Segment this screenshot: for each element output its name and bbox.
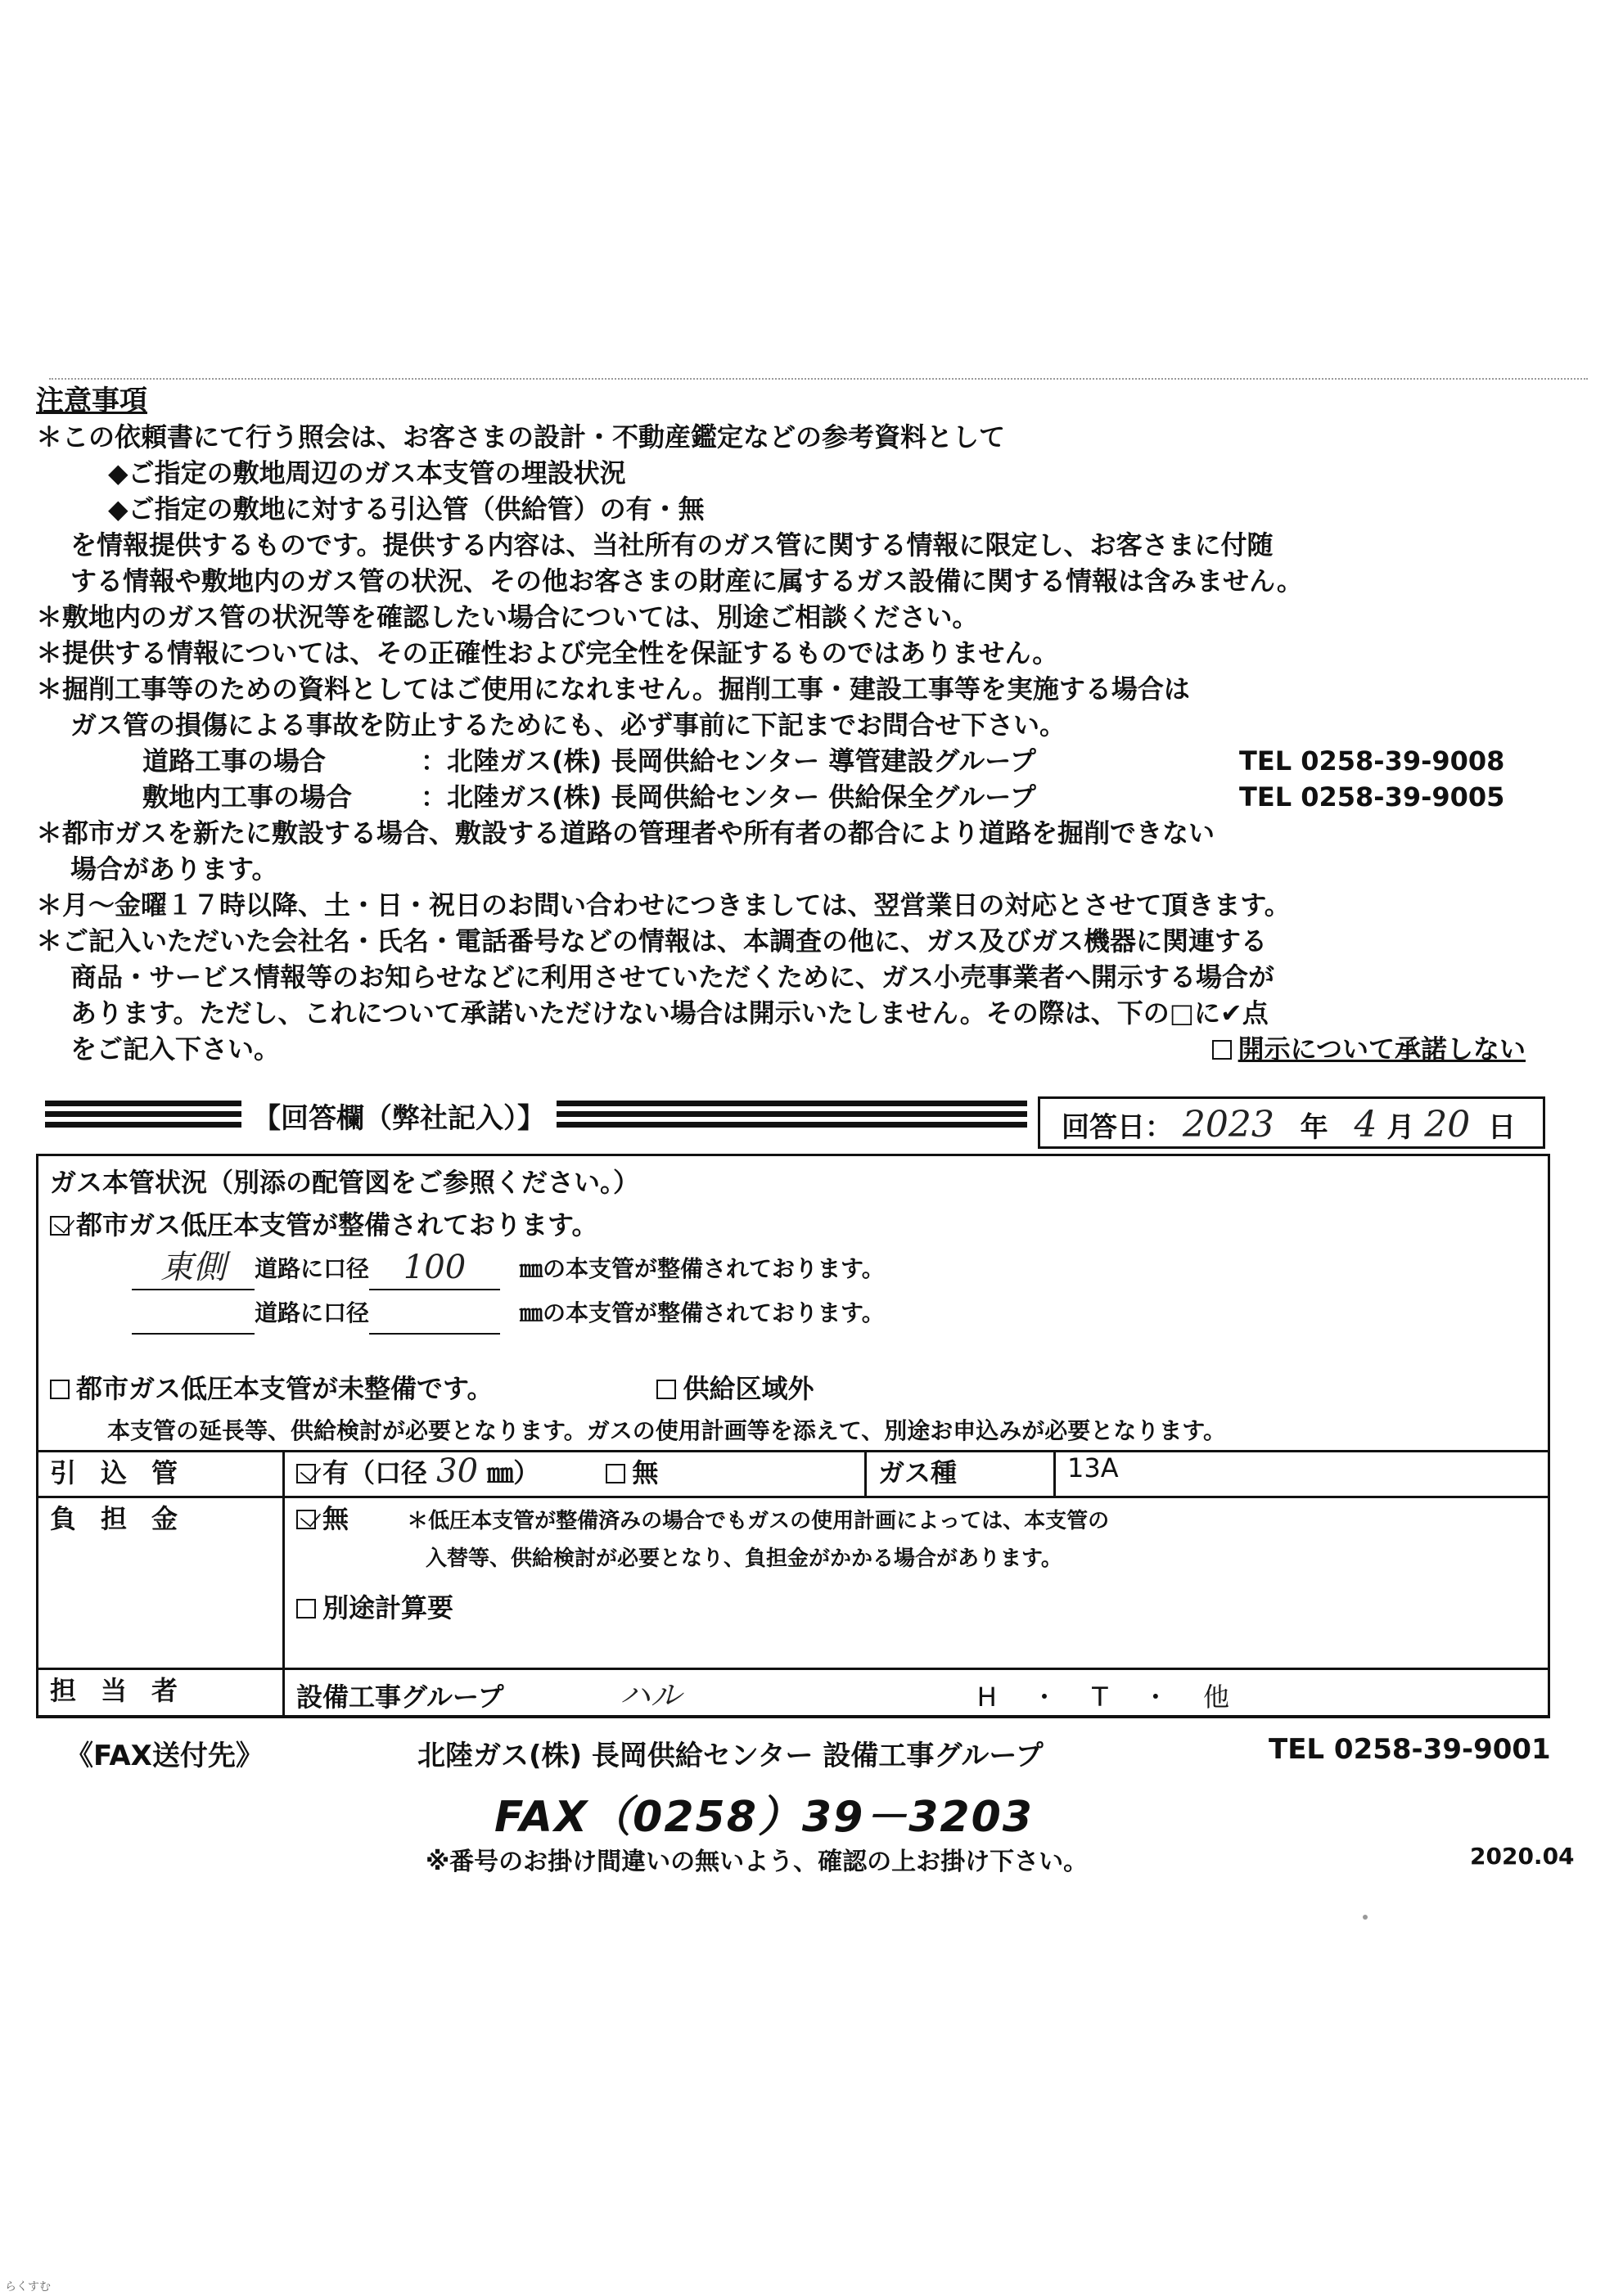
person-signature[interactable]: ハル	[619, 1677, 682, 1713]
answer-grid	[36, 1450, 1550, 1717]
not-installed-row	[50, 1367, 1226, 1410]
top-divider	[49, 378, 1588, 380]
notice-line: をご記入下さい。	[70, 1033, 281, 1065]
notice-line: ◆ご指定の敷地周辺のガス本支管の埋設状況	[108, 457, 626, 488]
fax-tel: TEL 0258-39-9001	[1269, 1733, 1551, 1766]
answer-header	[45, 1101, 1027, 1137]
notice-section	[36, 383, 1591, 1067]
consent-checkbox[interactable]	[1212, 1040, 1232, 1060]
road-row-1	[50, 1246, 1226, 1290]
date-year-unit: 年	[1300, 1111, 1328, 1144]
person-label: 担当者	[38, 1669, 284, 1717]
charge-separate-label: 別途計算要	[322, 1592, 454, 1623]
contact-dept: ：北陸ガス(株) 長岡供給センター 導管建設グループ	[421, 745, 1036, 777]
notice-line: ＊提供する情報については、その正確性および完全性を保証するものではありません。	[36, 637, 1059, 669]
notice-line: ＊ご記入いただいた会社名・氏名・電話番号などの情報は、本調査の他に、ガス及びガス機器に関連する	[36, 925, 1268, 957]
notice-line: 場合があります。	[70, 853, 278, 885]
service-unit: ㎜）	[487, 1457, 540, 1488]
service-pipe-row	[38, 1452, 1549, 1497]
service-no-checkbox[interactable]	[606, 1464, 625, 1483]
service-diameter[interactable]: 30	[436, 1452, 479, 1490]
installed-row	[50, 1204, 1226, 1246]
notice-line: ＊敷地内のガス管の状況等を確認したい場合については、別途ご相談ください。	[36, 601, 979, 633]
service-pipe-cell	[284, 1452, 866, 1497]
service-pipe-label: 引込管	[38, 1452, 284, 1497]
charge-note-1: ＊低圧本支管が整備済みの場合でもガスの使用計画によっては、本支管の	[407, 1509, 1110, 1533]
not-installed-note: 本支管の延長等、供給検討が必要となります。ガスの使用計画等を添えて、別途お申込みが必要となります。	[107, 1417, 1226, 1444]
road-text: ㎜の本支管が整備されております。	[520, 1299, 885, 1326]
not-installed-label: 都市ガス低圧本支管が未整備です。	[76, 1373, 494, 1404]
notice-line: ガス管の損傷による事故を防止するためにも、必ず事前に下記までお問合せ下さい。	[70, 709, 1066, 741]
notice-line: ＊掘削工事等のための資料としてはご使用になれません。掘削工事・建設工事等を実施する場合は	[36, 673, 1190, 705]
date-month[interactable]: 4	[1354, 1104, 1377, 1146]
fax-to-label: 《FAX送付先》	[65, 1740, 264, 1772]
notice-line: ＊この依頼書にて行う照会は、お客さまの設計・不動産鑑定などの参考資料として	[36, 421, 1006, 452]
person-initials: H ・ T ・ 他	[976, 1681, 1243, 1713]
person-group: 設備工事グループ	[296, 1681, 504, 1713]
contact-row	[36, 779, 1591, 815]
charge-cell	[284, 1497, 1549, 1669]
watermark: らくすむ	[5, 2280, 51, 2294]
gas-type-value[interactable]: 13A	[1055, 1452, 1549, 1497]
status-content	[50, 1161, 1226, 1452]
installed-checkbox[interactable]	[50, 1216, 70, 1236]
form-version: 2020.04	[1470, 1843, 1575, 1870]
road-side-2[interactable]	[132, 1290, 255, 1335]
contact-tel: TEL 0258-39-9008	[1239, 745, 1505, 777]
road-diameter-1[interactable]: 100	[369, 1246, 500, 1290]
outside-area-label: 供給区域外	[683, 1373, 814, 1404]
outside-area-checkbox[interactable]	[656, 1380, 676, 1399]
service-yes-label: 有（口径	[322, 1457, 428, 1488]
answer-date	[1038, 1096, 1545, 1149]
fax-destination	[65, 1733, 1588, 1773]
road-text: ㎜の本支管が整備されております。	[520, 1255, 885, 1282]
charge-separate-checkbox[interactable]	[296, 1599, 316, 1618]
notice-line: 商品・サービス情報等のお知らせなどに利用させていただくために、ガス小売事業者へ開示する場合が	[70, 961, 1275, 993]
road-text: 道路に口径	[255, 1299, 370, 1326]
status-title: ガス本管状況（別添の配管図をご参照ください。）	[50, 1167, 640, 1198]
consent-label: 開示について承諾しない	[1238, 1033, 1526, 1065]
notice-line: あります。ただし、これについて承諾いただけない場合は開示いたしません。その際は、下の□に✔点	[70, 997, 1269, 1029]
notice-line: ◆ご指定の敷地に対する引込管（供給管）の有・無	[108, 493, 705, 524]
date-month-unit: 月	[1386, 1111, 1415, 1144]
contact-dept: ：北陸ガス(株) 長岡供給センター 供給保全グループ	[421, 781, 1036, 813]
contact-tel: TEL 0258-39-9005	[1239, 781, 1505, 813]
charge-none-checkbox[interactable]	[296, 1510, 316, 1529]
service-no-label: 無	[632, 1457, 659, 1488]
charge-row	[38, 1497, 1549, 1669]
road-text: 道路に口径	[255, 1255, 370, 1282]
contact-case: 道路工事の場合	[142, 745, 327, 777]
gas-type-label: ガス種	[866, 1452, 1055, 1497]
charge-none-label: 無	[322, 1503, 349, 1534]
fax-number: FAX（0258）39－3203	[494, 1793, 1034, 1842]
date-day-unit: 日	[1488, 1111, 1517, 1144]
notice-title: 注意事項	[36, 385, 147, 417]
person-cell	[284, 1669, 1549, 1717]
contact-case: 敷地内工事の場合	[142, 781, 353, 813]
road-row-2	[50, 1290, 1226, 1335]
charge-note-2: 入替等、供給検討が必要となり、負担金がかかる場合があります。	[426, 1546, 1062, 1571]
notice-line: ＊都市ガスを新たに敷設する場合、敷設する道路の管理者や所有者の都合により道路を掘削できない	[36, 817, 1215, 849]
notice-line: する情報や敷地内のガス管の状況、その他お客さまの財産に属するガス設備に関する情報は含みません。	[70, 565, 1303, 597]
date-day[interactable]: 20	[1424, 1104, 1471, 1146]
service-yes-checkbox[interactable]	[296, 1464, 316, 1483]
road-side-1[interactable]: 東側	[132, 1246, 255, 1290]
road-diameter-2[interactable]	[369, 1290, 500, 1335]
contact-row	[36, 743, 1591, 779]
fax-dept: 北陸ガス(株) 長岡供給センター 設備工事グループ	[417, 1740, 1044, 1772]
notice-line: を情報提供するものです。提供する内容は、当社所有のガス管に関する情報に限定し、お客さまに付随	[70, 529, 1274, 560]
date-label: 回答日：	[1062, 1111, 1173, 1144]
notice-line: ＊月～金曜１７時以降、土・日・祝日のお問い合わせにつきましては、翌営業日の対応とさせて頂きます。	[36, 889, 1291, 921]
person-row	[38, 1669, 1549, 1717]
answer-header-title: 【回答欄（弊社記入）】	[241, 1101, 557, 1137]
installed-label: 都市ガス低圧本支管が整備されております。	[76, 1209, 598, 1240]
scan-speck	[1363, 1915, 1368, 1920]
fax-caution: ※番号のお掛け間違いの無いよう、確認の上お掛け下さい。	[426, 1848, 1089, 1876]
charge-label: 負担金	[38, 1497, 284, 1669]
date-year[interactable]: 2023	[1182, 1104, 1274, 1146]
not-installed-checkbox[interactable]	[50, 1380, 70, 1399]
